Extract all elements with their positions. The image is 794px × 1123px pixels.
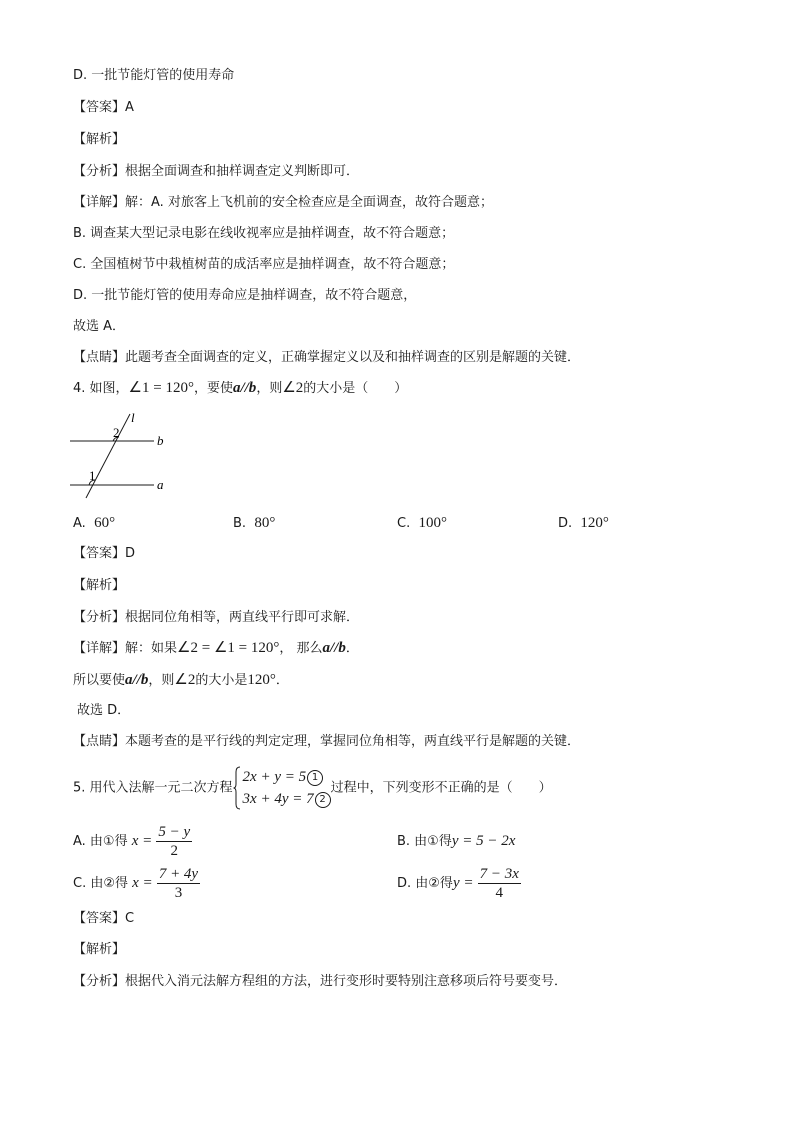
xiangjie-tag: 【详解】	[73, 641, 126, 656]
q4-figure	[68, 408, 178, 500]
option-lhs: x =	[132, 875, 153, 891]
q5-stem	[73, 766, 552, 811]
option-value: 100°	[418, 515, 447, 531]
option-value: 120°	[580, 515, 609, 531]
q4-conclusion	[73, 670, 289, 691]
fenxi-tag: 【分析】	[73, 610, 126, 625]
q5-stem-suffix: 过程中，下列变形不正确的是（ ）	[330, 780, 552, 796]
equation-1	[243, 766, 331, 788]
q4-stem-angle1: ∠1 = 120°	[128, 380, 194, 396]
answer-value: C	[125, 911, 135, 926]
xiangjie-tag: 【详解】	[73, 195, 126, 210]
label-l: l	[131, 410, 135, 425]
q3-choose: 故选 A．	[73, 319, 126, 334]
label-2: 2	[113, 425, 120, 440]
equation-2	[243, 788, 331, 810]
xiangjie-math: ∠2 = ∠1 = 120°	[177, 640, 280, 656]
q4-stem-suffix: 的大小是（ ）	[303, 381, 408, 396]
option-key: C.	[397, 516, 411, 531]
q4-stem-prefix: 4. 如图，	[73, 381, 129, 396]
circled-2: 2	[315, 792, 331, 808]
conclusion-end: ．	[275, 673, 289, 688]
label-a: a	[157, 477, 164, 492]
q4-stem-text2: ，则	[256, 381, 283, 396]
q4-option-a	[73, 513, 115, 534]
fraction	[156, 823, 192, 860]
conclusion-value: 120°	[247, 672, 276, 688]
q4-stem-parallel: a//b	[232, 380, 257, 396]
q5-option-d	[397, 864, 521, 903]
conclusion-text: 所以要使	[73, 673, 126, 688]
q4-dianjing	[73, 732, 580, 752]
xiangjie-end: ．	[345, 641, 359, 656]
label-b: b	[157, 433, 164, 448]
option-value: 80°	[254, 515, 276, 531]
conclusion-text3: 的大小是	[195, 673, 248, 688]
fenxi-tag: 【分析】	[73, 974, 126, 989]
q3-dianjing	[73, 348, 580, 368]
q4-analysis-tag: 【解析】	[73, 578, 126, 593]
q4-fenxi	[73, 608, 359, 628]
conclusion-angle: ∠2	[174, 672, 196, 688]
option-key: D.	[558, 516, 573, 531]
numerator: 5 − y	[158, 824, 191, 840]
q3-line-b: B. 调查某大型记录电影在线收视率应是抽样调查，故不符合题意；	[73, 226, 455, 241]
conclusion-text2: ，则	[148, 673, 175, 688]
option-key: A. 由①得	[73, 834, 128, 849]
q5-analysis-tag: 【解析】	[73, 942, 126, 957]
label-1: 1	[89, 468, 96, 483]
q4-option-b	[233, 513, 275, 534]
option-key: B.	[233, 516, 247, 531]
dianjing-text: 此题考查全面调查的定义，正确掌握定义以及和抽样调查的区别是解题的关键．	[125, 350, 581, 365]
numerator: 7 − 3x	[479, 866, 519, 882]
q3-line-d: D. 一批节能灯管的使用寿命应是抽样调查，故不符合题意，	[73, 288, 417, 303]
option-key: C. 由②得	[73, 876, 128, 891]
q3-analysis-tag: 【解析】	[73, 132, 126, 147]
numerator: 7 + 4y	[158, 866, 199, 882]
xiangjie-parallel: a//b	[322, 640, 346, 656]
q4-stem	[73, 378, 407, 399]
q4-stem-angle2: ∠2	[282, 380, 304, 396]
q5-option-a	[73, 822, 192, 861]
circled-1: 1	[307, 770, 323, 786]
option-key: D. 由②得	[397, 876, 453, 891]
q4-choose: 故选 D．	[77, 703, 131, 718]
equation-2-expr: 3x + 4y = 7	[242, 791, 314, 807]
denominator: 4	[495, 885, 503, 901]
option-key: A.	[73, 516, 86, 531]
brace-icon	[233, 766, 241, 810]
q4-xiangjie	[73, 638, 359, 659]
option-key: B. 由①得	[397, 834, 452, 849]
q5-option-c	[73, 864, 200, 903]
xiangjie-text: 解：A. 对旅客上飞机前的安全检查应是全面调查，故符合题意；	[125, 195, 493, 210]
q5-option-b	[397, 831, 515, 852]
dianjing-tag: 【点睛】	[73, 350, 126, 365]
xiangjie-text: 解：如果	[125, 641, 178, 656]
q3-xiangjie	[73, 193, 493, 213]
denominator: 2	[170, 843, 179, 859]
q3-fenxi	[73, 162, 359, 182]
equation-1-expr: 2x + y = 5	[242, 769, 307, 785]
answer-value: A	[125, 100, 134, 115]
q4-answer	[73, 544, 135, 564]
answer-tag: 【答案】	[73, 100, 126, 115]
fraction	[478, 865, 521, 902]
answer-tag: 【答案】	[73, 546, 126, 561]
q3-line-c: C. 全国植树节中栽植树苗的成活率应是抽样调查，故不符合题意；	[73, 257, 455, 272]
fraction	[157, 865, 200, 902]
q4-option-d	[558, 513, 609, 534]
dianjing-tag: 【点睛】	[73, 734, 126, 749]
fenxi-tag: 【分析】	[73, 164, 126, 179]
q5-fenxi	[73, 972, 567, 992]
q4-stem-text: ，要使	[193, 381, 233, 396]
xiangjie-text2: ， 那么	[279, 641, 323, 656]
denominator: 3	[174, 885, 183, 901]
q3-answer	[73, 98, 134, 118]
answer-value: D	[125, 546, 136, 561]
fenxi-text: 根据同位角相等，两直线平行即可求解．	[125, 610, 360, 625]
option-expr: y = 5 − 2x	[451, 833, 516, 849]
option-lhs: x =	[131, 833, 153, 849]
dianjing-text: 本题考查的是平行线的判定定理，掌握同位角相等，两直线平行是解题的关键．	[125, 734, 581, 749]
answer-tag: 【答案】	[73, 911, 126, 926]
fenxi-text: 根据代入消元法解方程组的方法，进行变形时要特别注意移项后符号要变号．	[125, 974, 568, 989]
equation-system	[233, 766, 331, 810]
q4-option-c	[397, 513, 447, 534]
q3-option-d: D. 一批节能灯管的使用寿命	[73, 68, 235, 83]
q5-stem-prefix: 5. 用代入法解一元二次方程	[73, 780, 233, 796]
q5-answer	[73, 909, 134, 929]
fenxi-text: 根据全面调查和抽样调查定义判断即可．	[125, 164, 360, 179]
option-lhs: y =	[452, 875, 474, 891]
conclusion-parallel: a//b	[125, 672, 149, 688]
option-value: 60°	[94, 515, 116, 531]
